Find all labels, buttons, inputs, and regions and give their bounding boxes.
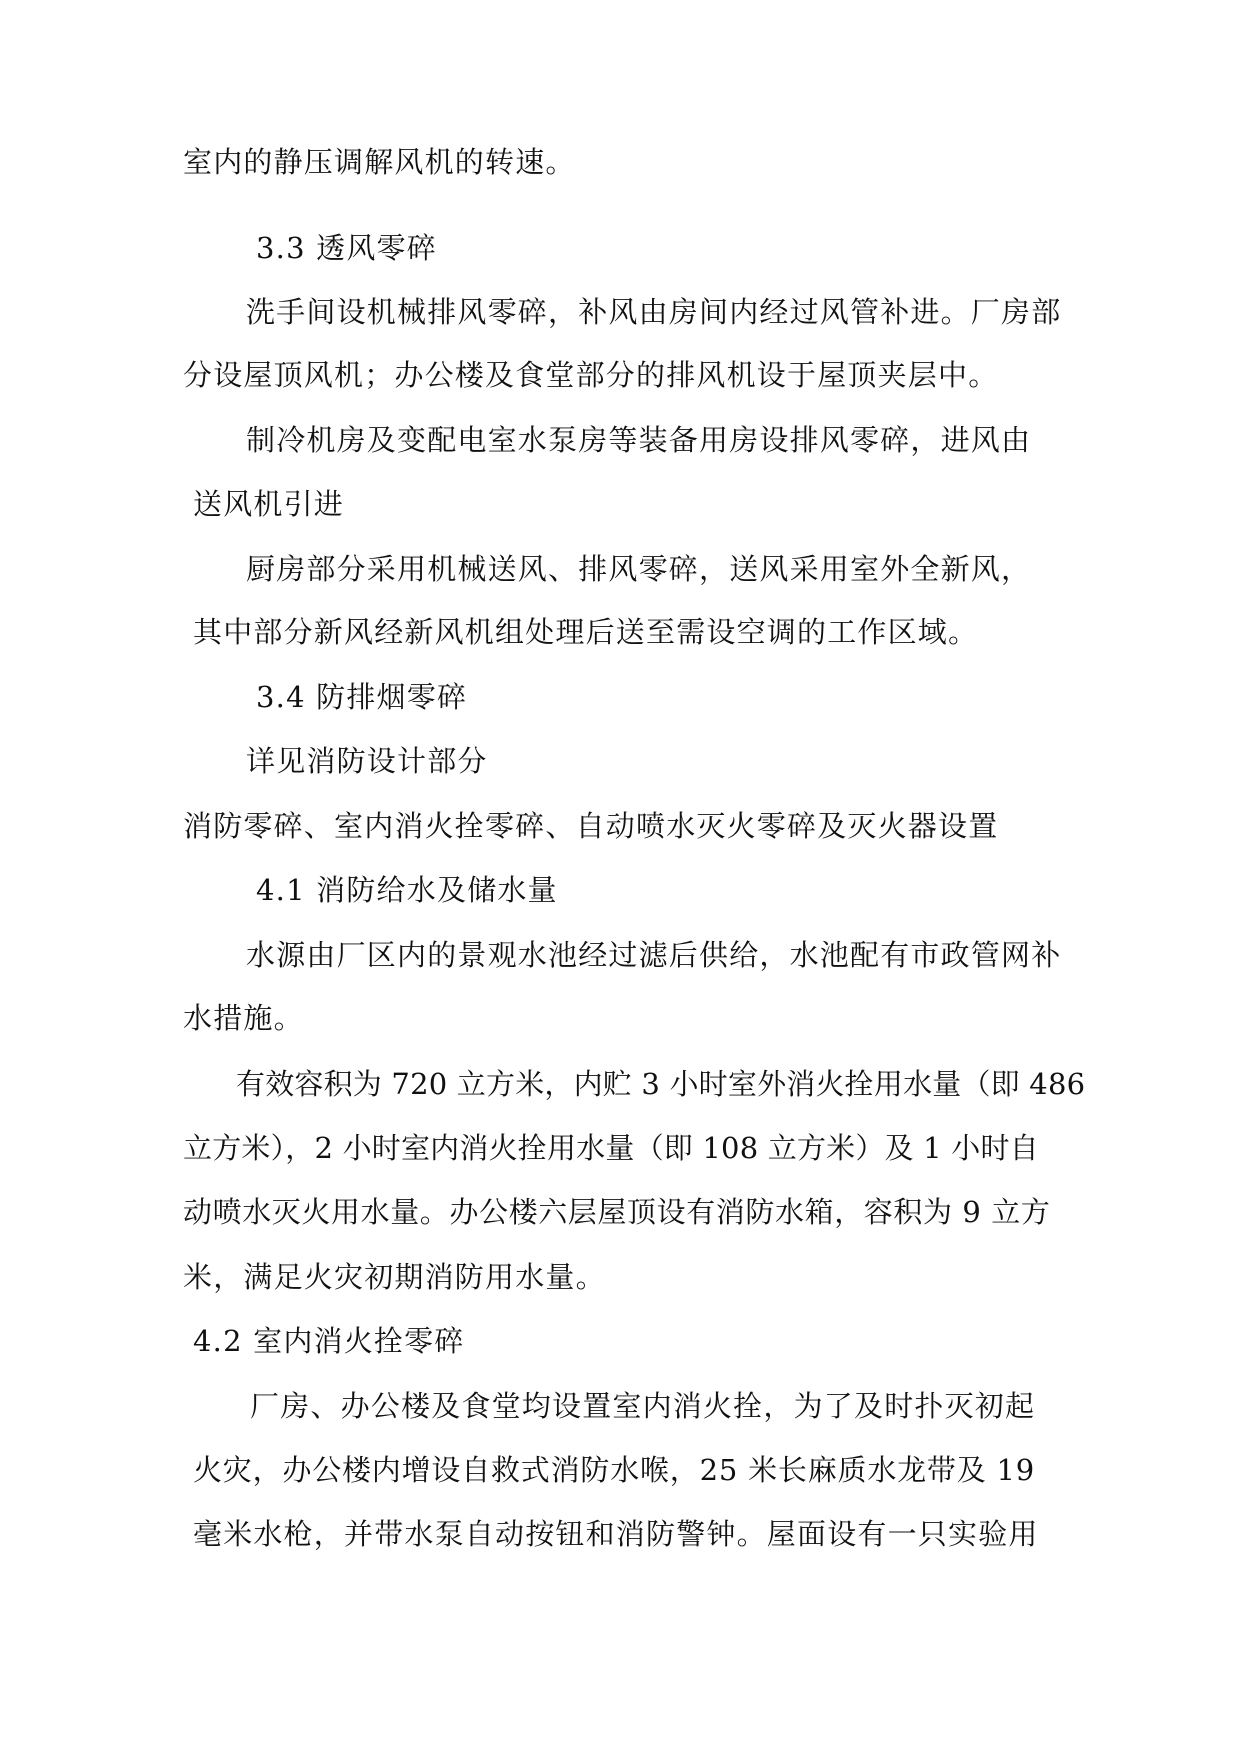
text-line: 室内的静压调解风机的转速。 bbox=[183, 145, 576, 179]
text-line: 洗手间设机械排风零碎，补风由房间内经过风管补进。厂房部 bbox=[246, 295, 1062, 329]
section-heading: 3.4 防排烟零碎 bbox=[256, 680, 468, 714]
text-line: 详见消防设计部分 bbox=[246, 744, 488, 778]
text-line: 分设屋顶风机；办公楼及食堂部分的排风机设于屋顶夹层中。 bbox=[183, 358, 999, 392]
text-line: 火灾，办公楼内增设自救式消防水喉，25 米长麻质水龙带及 19 bbox=[193, 1453, 1036, 1487]
text-line: 动喷水灭火用水量。办公楼六层屋顶设有消防水箱，容积为 9 立方 bbox=[183, 1195, 1051, 1229]
text-line: 米，满足火灾初期消防用水量。 bbox=[183, 1260, 606, 1294]
text-line: 厂房、办公楼及食堂均设置室内消火拴，为了及时扑灭初起 bbox=[250, 1389, 1036, 1423]
text-line: 厨房部分采用机械送风、排风零碎，送风采用室外全新风， bbox=[246, 552, 1032, 586]
text-line: 水源由厂区内的景观水池经过滤后供给，水池配有市政管网补 bbox=[246, 938, 1062, 972]
text-line: 其中部分新风经新风机组处理后送至需设空调的工作区域。 bbox=[193, 615, 979, 649]
section-heading: 消防零碎、室内消火拴零碎、自动喷水灭火零碎及灭火器设置 bbox=[183, 809, 999, 843]
section-heading: 4.2 室内消火拴零碎 bbox=[193, 1324, 465, 1358]
text-line: 水措施。 bbox=[183, 1001, 304, 1035]
text-line: 送风机引进 bbox=[193, 487, 345, 521]
text-line: 有效容积为 720 立方米，内贮 3 小时室外消火拴用水量（即 486 bbox=[236, 1067, 1086, 1101]
text-line: 立方米），2 小时室内消火拴用水量（即 108 立方米）及 1 小时自 bbox=[183, 1131, 1039, 1165]
text-line: 制冷机房及变配电室水泵房等装备用房设排风零碎，进风由 bbox=[246, 423, 1032, 457]
section-heading: 3.3 透风零碎 bbox=[256, 231, 437, 265]
text-line: 毫米水枪，并带水泵自动按钮和消防警钟。屋面设有一只实验用 bbox=[193, 1517, 1039, 1551]
section-heading: 4.1 消防给水及储水量 bbox=[256, 873, 558, 907]
